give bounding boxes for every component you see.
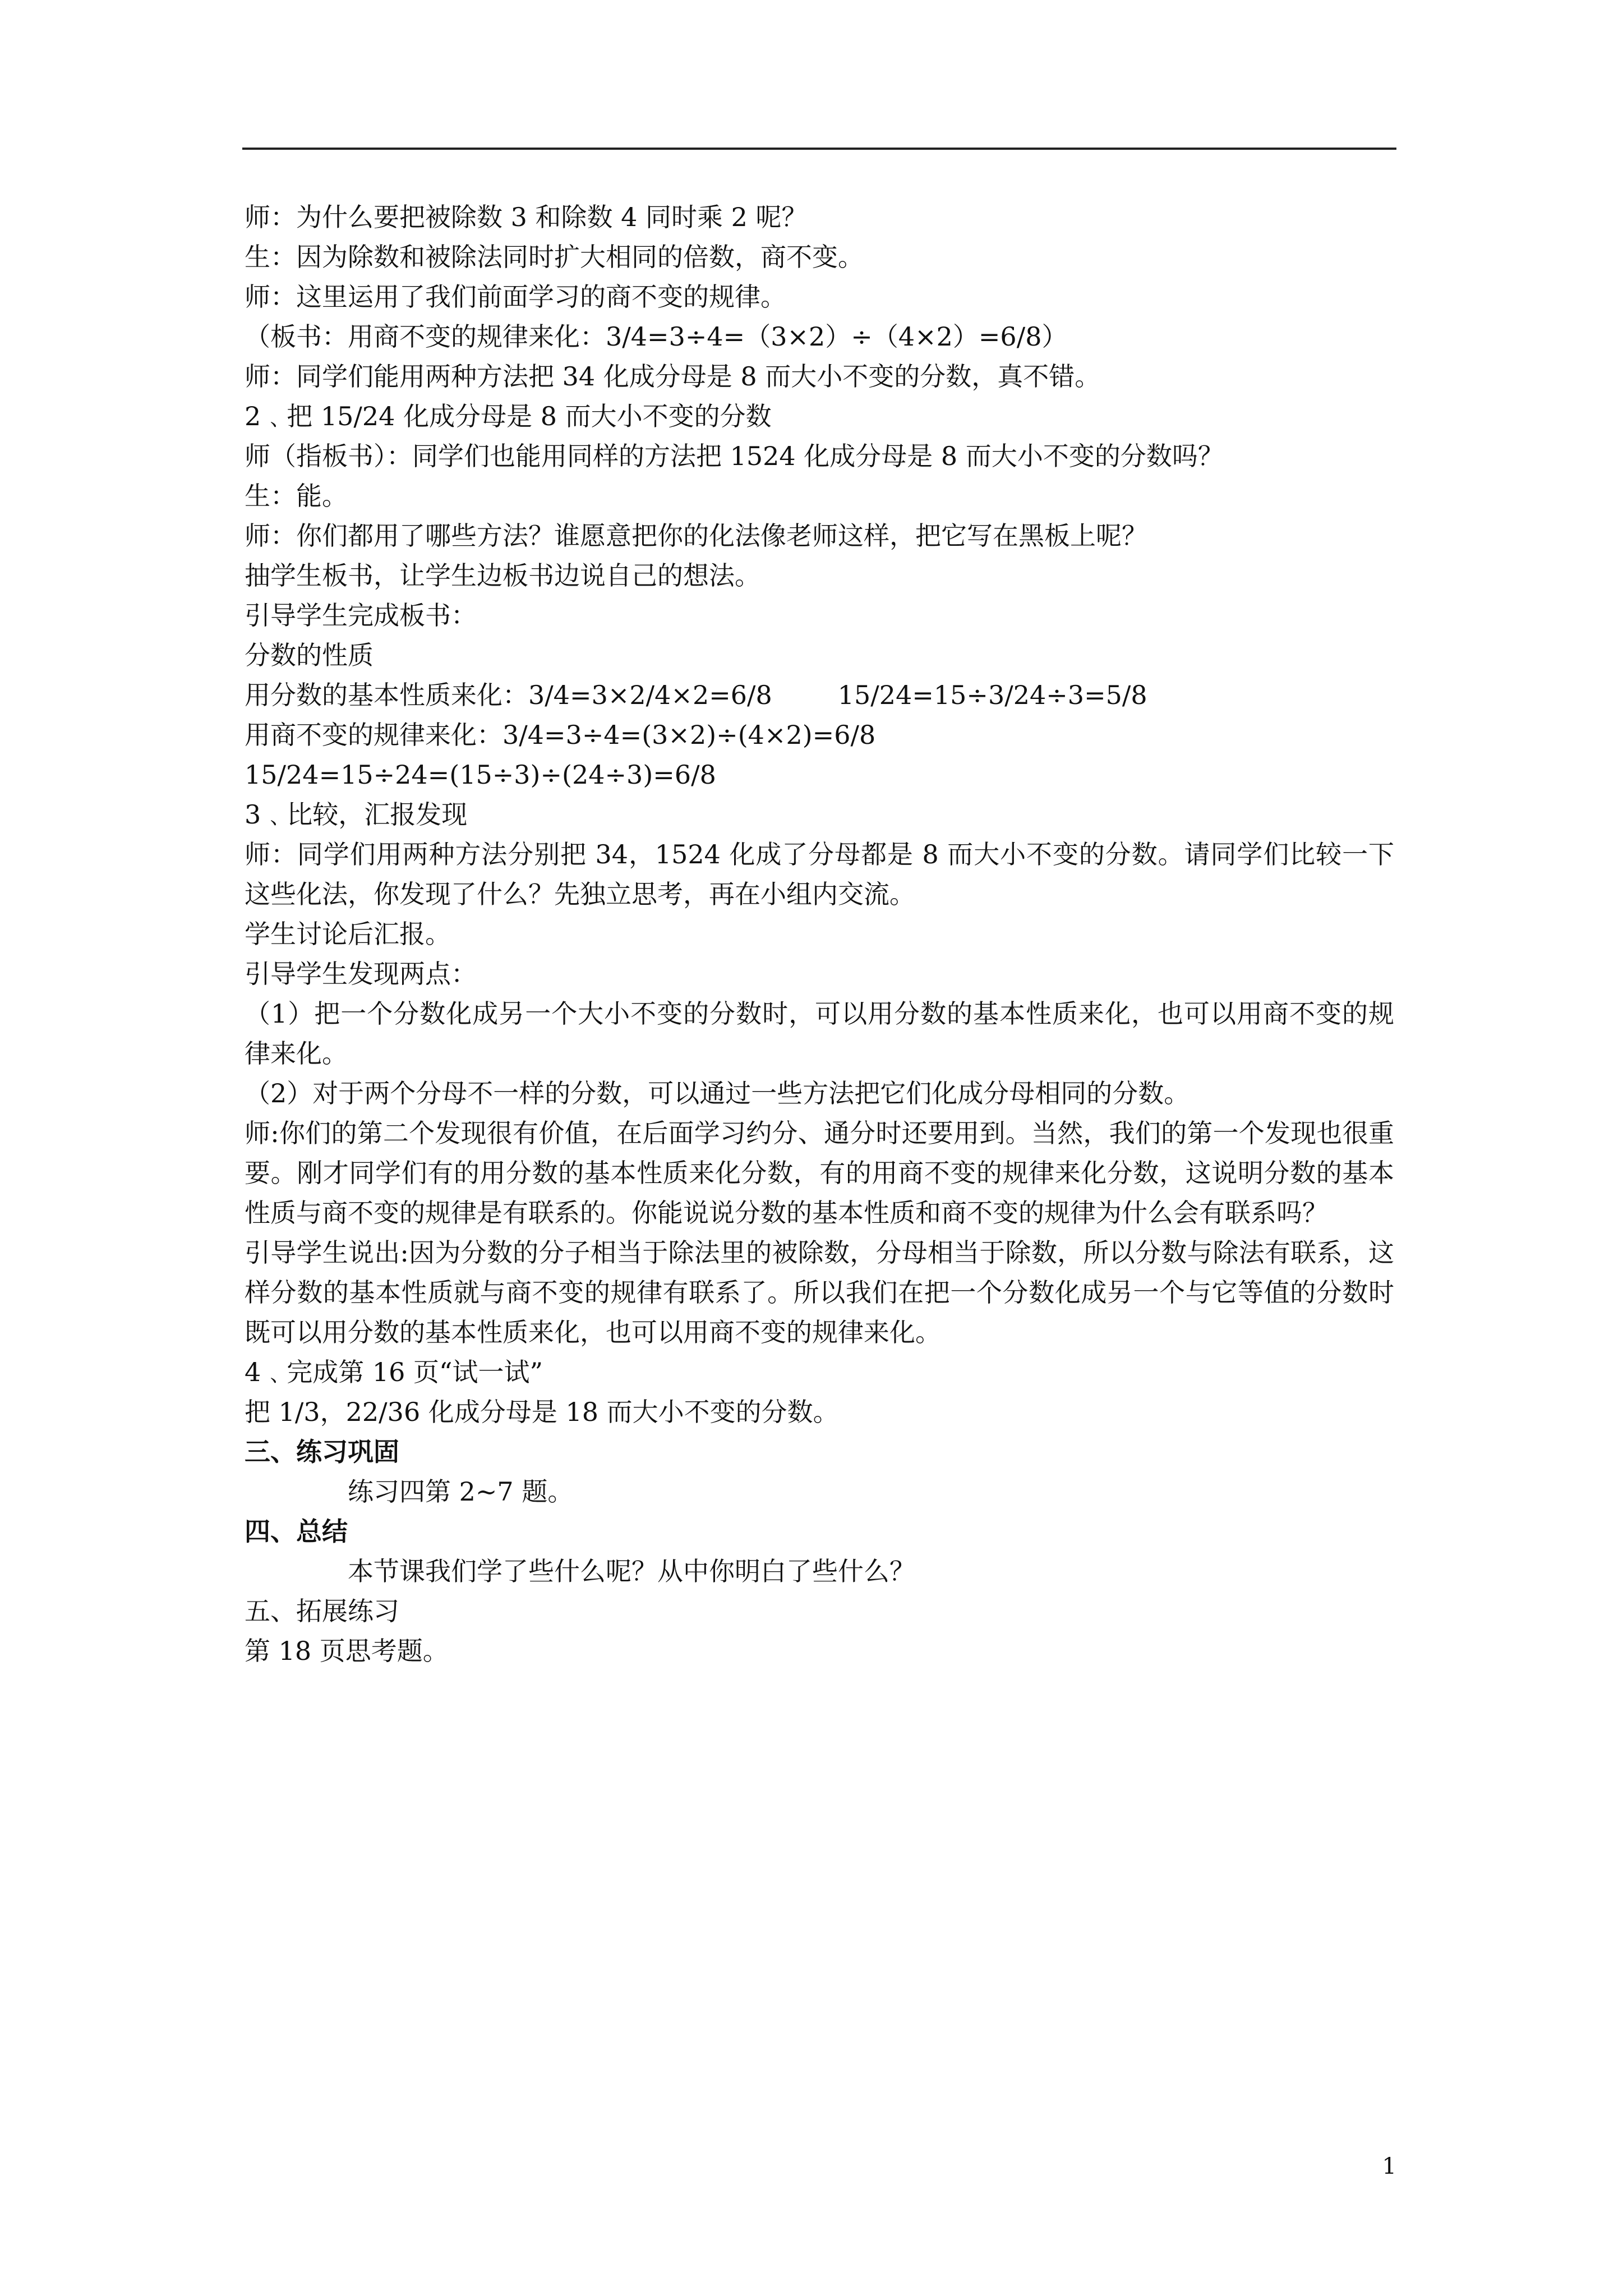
- text-line: 引导学生完成板书：: [245, 600, 477, 631]
- header-rule: [242, 148, 1396, 150]
- step-heading: 3﹑比较，汇报发现: [245, 799, 468, 830]
- text-line: 抽学生板书，让学生边板书边说自己的想法。: [245, 560, 760, 591]
- text-line: 第 18 页思考题。: [245, 1636, 449, 1666]
- board-note: （板书：用商不变的规律来化：3/4=3÷4=（3×2）÷（4×2）=6/8）: [245, 321, 1068, 352]
- text-paragraph: 引导学生说出:因为分数的分子相当于除法里的被除数，分母相当于除数，所以分数与除法有联系，这样分数的基本性质就与商不变的规律有联系了。所以我们在把一个分数化成另一个与它等值的分数时既可以用分数的基本性质来化，也可以用商不变的规律来化。: [245, 1237, 1394, 1347]
- text-line: 师：这里运用了我们前面学习的商不变的规律。: [245, 282, 786, 312]
- step-heading: 2﹑把 15/24 化成分母是 8 而大小不变的分数: [245, 401, 772, 431]
- text-line: 师：你们都用了哪些方法？谁愿意把你的化法像老师这样，把它写在黑板上呢？: [245, 521, 1147, 551]
- text-line: 本节课我们学了些什么呢？从中你明白了些什么？: [348, 1556, 915, 1586]
- formula-line: 15/24=15÷24=(15÷3)÷(24÷3)=6/8: [245, 760, 716, 790]
- text-line: 引导学生发现两点：: [245, 959, 477, 989]
- formula-line: 用分数的基本性质来化：3/4=3×2/4×2=6/8 15/24=15÷3/24÷3=5/8: [245, 680, 1147, 710]
- text-line: 师（指板书）：同学们也能用同样的方法把 1524 化成分母是 8 而大小不变的分数吗？: [245, 441, 1224, 471]
- text-line: 师：为什么要把被除数 3 和除数 4 同时乘 2 呢？: [245, 202, 808, 232]
- text-paragraph: 师:你们的第二个发现很有价值，在后面学习约分、通分时还要用到。当然，我们的第一个发现也很重要。刚才同学们有的用分数的基本性质来化分数，有的用商不变的规律来化分数，这说明分数的基本性质与商不变的规律是有联系的。你能说说分数的基本性质和商不变的规律为什么会有联系吗？: [245, 1118, 1394, 1228]
- document-body: [245, 197, 1394, 1671]
- text-line: 生：能。: [245, 481, 348, 511]
- text-line: 把 1/3，22/36 化成分母是 18 而大小不变的分数。: [245, 1397, 839, 1427]
- section-heading: 四、总结: [245, 1516, 348, 1547]
- page-number: 1: [1382, 2154, 1396, 2179]
- text-line: 学生讨论后汇报。: [245, 919, 451, 949]
- formula-line: 用商不变的规律来化：3/4=3÷4=(3×2)÷(4×2)=6/8: [245, 720, 876, 750]
- text-line: 生：因为除数和被除法同时扩大相同的倍数，商不变。: [245, 242, 864, 272]
- section-heading: 三、练习巩固: [245, 1437, 399, 1467]
- finding-item: （2）对于两个分母不一样的分数，可以通过一些方法把它们化成分母相同的分数。: [245, 1078, 1190, 1108]
- step-heading: 4﹑完成第 16 页“试一试”: [245, 1357, 543, 1387]
- text-line: 师：同学们能用两种方法把 34 化成分母是 8 而大小不变的分数，真不错。: [245, 361, 1101, 392]
- section-heading: 五、拓展练习: [245, 1596, 399, 1626]
- text-paragraph: 师：同学们用两种方法分别把 34，1524 化成了分母都是 8 而大小不变的分数。请同学们比较一下这些化法，你发现了什么？先独立思考，再在小组内交流。: [245, 839, 1394, 909]
- text-line: 练习四第 2~7 题。: [348, 1476, 574, 1507]
- board-title: 分数的性质: [245, 640, 374, 670]
- finding-item: （1）把一个分数化成另一个大小不变的分数时，可以用分数的基本性质来化，也可以用商不变的规律来化。: [245, 999, 1394, 1069]
